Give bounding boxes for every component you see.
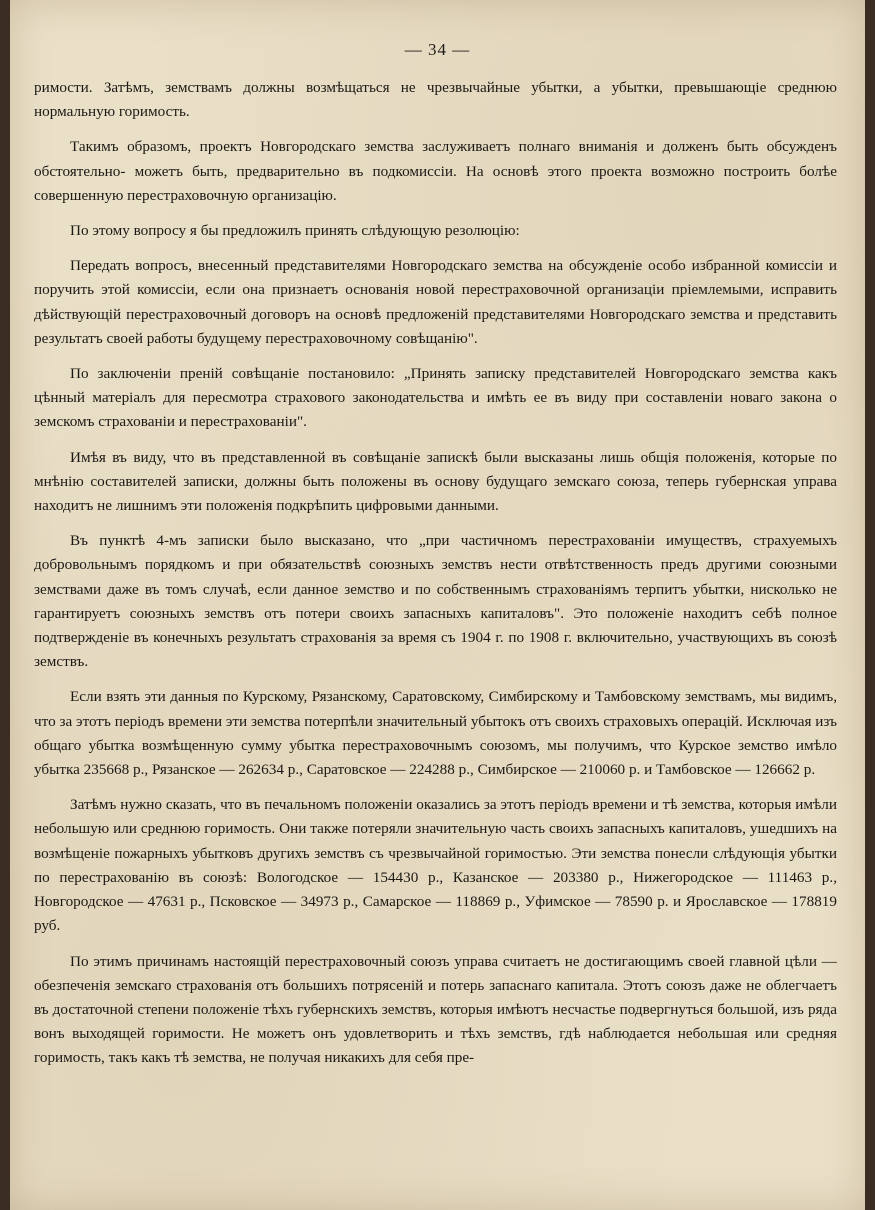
body-text [34,76,837,1082]
paragraph: Въ пунктѣ 4-мъ записки было высказано, что „при частичномъ перестрахованіи имуществъ, страхуемыхъ добровольнымъ порядкомъ и при обязательствѣ союзныхъ земствъ нести отвѣтственность предъ другими союзными земствами даже въ томъ случаѣ, если данное земство и по собственнымъ страхованіямъ терпитъ убытки, нисколько не гарантируетъ союзныхъ земствъ отъ потери своихъ запасныхъ капиталовъ". Это положеніе находитъ себѣ полное подтвержденіе въ конечныхъ результатъ страхованія за время съ 1904 г. по 1908 г. включительно, участвующихъ въ союзѣ земствъ. [34,532,837,671]
paragraph: Передать вопросъ, внесенный представителями Новгородскаго земства на обсужденіе особо избранной комиссіи и поручить этой комиссіи, если она признаетъ основанія новой перестраховочной организаціи пріемлемыми, исправить дѣйствующій перестраховочный договоръ на основѣ предложеній представителями Новгородскаго земства и представить результатъ своей работы будущему перестраховочному совѣщанію". [34,257,837,347]
paragraph: По этому вопросу я бы предложилъ принять слѣдующую резолюцію: [70,222,520,240]
paragraph: Если взять эти данныя по Курскому, Рязанскому, Саратовскому, Симбирскому и Тамбовскому земствамъ, мы видимъ, что за этотъ періодъ времени эти земства потерпѣли значительный убытокъ отъ своихъ страховыхъ операцій. Исключая изъ общаго убытка возмѣщенную сумму убытка перестраховочнымъ союзомъ, мы получимъ, что Курское земство имѣло убытка 235668 р., Рязанское — 262634 р., Саратовское — 224288 р., Симбирское — 210060 р. и Тамбовское — 126662 р. [34,688,837,779]
paragraph: Затѣмъ нужно сказать, что въ печальномъ положеніи оказались за этотъ періодъ времени и тѣ земства, которыя имѣли небольшую или среднюю горимость. Они также потеряли значительную часть своихъ запасныхъ капиталовъ, ушедшихъ на возмѣщеніе пожарныхъ убытковъ другихъ земствъ съ чрезвычайной горимостью. Эти земства понесли слѣдующія убытки по перестрахованію въ союзѣ: Вологодское — 154430 р., Казанское — 203380 р., Нижегородское — 111463 р., Новгородское — 47631 р., Псковское — 34973 р., Самарское — 118869 р., Уфимское — 78590 р. и Ярославское — 178819 руб. [34,796,837,935]
paragraph: Имѣя въ виду, что въ представленной въ совѣщаніе запискѣ были высказаны лишь общія положенія, которые по мнѣнію составителей записки, должны быть положены въ основу будущаго земскаго союза, теперь губернская управа находитъ не лишнимъ эти положенія подкрѣпить цифровыми данными. [34,448,837,515]
page-number: — 34 — [404,40,471,59]
paragraph: Такимъ образомъ, проектъ Новгородскаго земства заслуживаетъ полнаго вниманія и долженъ быть обсужденъ обстоятельно- можетъ быть, предварительно въ подкомиссіи. На основѣ этого проекта возможно построить болѣе совершенную перестраховочную организацію. [34,138,837,204]
paragraph: римости. Затѣмъ, земствамъ должны возмѣщаться не чрезвычайные убытки, а убытки, превышающіе среднюю нормальную горимость. [34,79,837,121]
paragraph: По заключеніи преній совѣщаніе постановило: „Принять записку представителей Новгородскаго земства какъ цѣнный матеріалъ для пересмотра страхового законодательства и имѣть ее въ виду при составленіи новаго закона о земскомъ страхованіи и перестрахованіи". [34,365,837,431]
paragraph: По этимъ причинамъ настоящій перестраховочный союзъ управа считаетъ не достигающимъ своей главной цѣли — обезпеченія земскаго страхованія отъ большихъ потрясеній и потерь запаснаго капитала. Этотъ союзъ даже не облегчаетъ въ достаточной степени положеніе тѣхъ губернскихъ земствъ, которыя имѣютъ несчастье подвергнуться большой, изъ ряда вонъ выходящей горимости. Не можетъ онъ удовлетворить и тѣхъ земствъ, гдѣ наблюдается небольшая или средняя горимость, такъ какъ тѣ земства, не получая никакихъ для себя пре- [34,952,837,1067]
document-page [10,0,865,1210]
